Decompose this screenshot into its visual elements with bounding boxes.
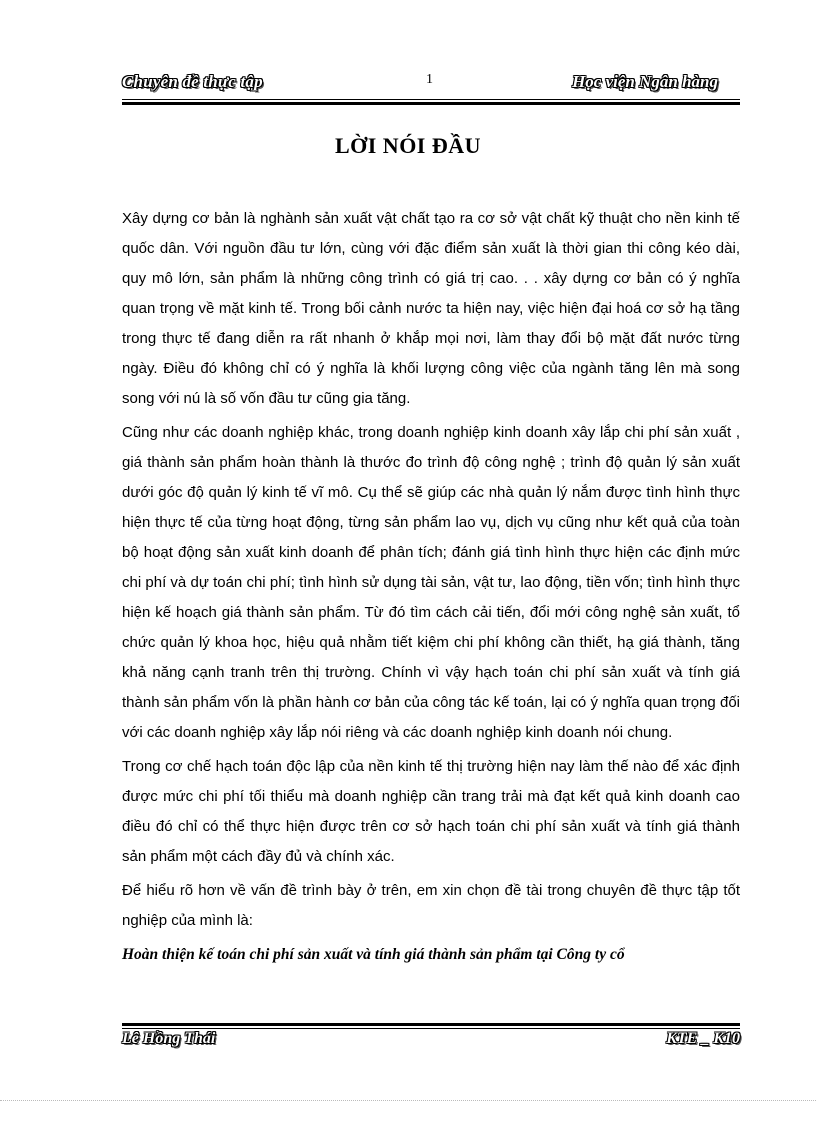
- page-header: [122, 72, 740, 102]
- header-institution: Học viện Ngân hàng: [572, 72, 718, 91]
- header-divider-thin: [122, 99, 740, 100]
- footer-divider-thin: [122, 1028, 740, 1029]
- page-bottom-edge: [0, 1100, 816, 1102]
- footer-class-code: KTE _ K10: [666, 1030, 740, 1047]
- page-title: LỜI NÓI ĐẦU: [334, 133, 482, 158]
- header-divider-thick: [122, 102, 740, 105]
- paragraph-intro: Xây dựng cơ bản là nghành sản xuất vật chất tạo ra cơ sở vật chất kỹ thuật cho nền kinh tế quốc dân. Với nguồn đầu tư lớn, cùng với đặc điểm sản xuất là thời gian thi công kéo dài, quy mô lớn, sản phẩm là những công trình có giá trị cao. . . xây dựng cơ bản có ý nghĩa quan trọng về mặt kinh tế. Trong bối cảnh nước ta hiện nay, việc hiện đại hoá cơ sở hạ tầng trong thực tế đang diễn ra rất nhanh ở khắp mọi nơi, làm thay đổi bộ mặt đất nước từng ngày. Điều đó không chỉ có ý nghĩa là khối lượng công việc của ngành tăng lên mà song song với nú là số vốn đầu tư cũng gia tăng.: [122, 210, 740, 407]
- footer-divider-thick: [122, 1023, 740, 1026]
- paragraph-topic-intro: Để hiểu rõ hơn về vấn đề trình bày ở trên, em xin chọn đề tài trong chuyên đề thực tập tốt nghiệp của mình là:: [122, 882, 740, 929]
- header-document-type: Chuyên đề thực tập: [122, 72, 263, 91]
- page-number: 1: [426, 72, 433, 87]
- topic-title: Hoàn thiện kế toán chi phí sản xuất và tính giá thành sản phẩm tại Công ty cổ: [122, 946, 625, 963]
- paragraph-market-mechanism: Trong cơ chế hạch toán độc lập của nền kinh tế thị trường hiện nay làm thế nào để xác định được mức chi phí tối thiểu mà doanh nghiệp cần trang trải mà đạt kết quả kinh doanh cao điều đó chỉ có thể thực hiện được trên cơ sở hạch toán chi phí sản xuất và tính giá thành sản phẩm một cách đầy đủ và chính xác.: [122, 758, 740, 865]
- paragraph-cost-importance: Cũng như các doanh nghiệp khác, trong doanh nghiệp kinh doanh xây lắp chi phí sản xuất , giá thành sản phẩm hoàn thành là thước đo trình độ công nghệ ; trình độ quản lý sản xuất dưới góc độ quản lý kinh tế vĩ mô. Cụ thể sẽ giúp các nhà quản lý nắm được tình hình thực hiện thực tế của từng hoạt động, từng sản phẩm lao vụ, dịch vụ cũng như kết quả của toàn bộ hoạt động sản xuất kinh doanh để phân tích; đánh giá tình hình thực hiện các định mức chi phí và dự toán chi phí; tình hình sử dụng tài sản, vật tư, lao động, tiền vốn; tình hình thực hiện kế hoạch giá thành sản phẩm. Từ đó tìm cách cải tiến, đổi mới công nghệ sản xuất, tổ chức quản lý khoa học, hiệu quả nhằm tiết kiệm chi phí không cần thiết, hạ giá thành, tăng khả năng cạnh tranh trên thị trường. Chính vì vậy hạch toán chi phí sản xuất và tính giá thành sản phẩm vốn là phần hành cơ bản của công tác kế toán, lại có ý nghĩa quan trọng đối với các doanh nghiệp xây lắp nói riêng và các doanh nghiệp kinh doanh nói chung.: [122, 424, 740, 741]
- body-text: [122, 204, 740, 974]
- footer-author: Lê Hồng Thái: [122, 1030, 216, 1047]
